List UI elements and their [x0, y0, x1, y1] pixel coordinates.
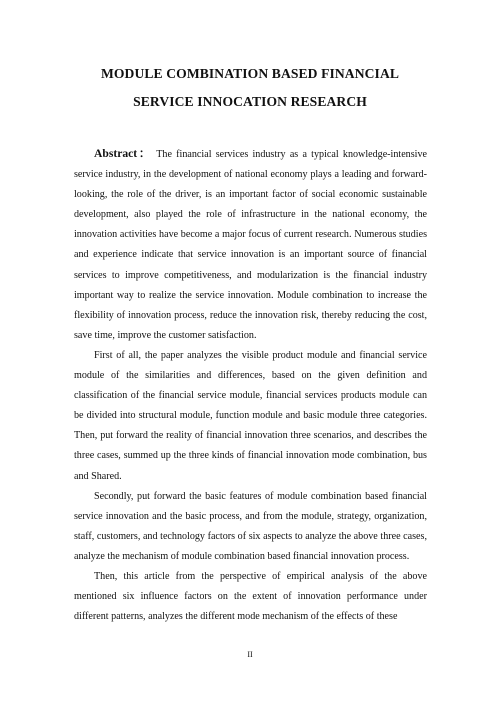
title-line-1: MODULE COMBINATION BASED FINANCIAL [100, 66, 400, 81]
abstract-label: Abstract： [94, 147, 153, 160]
paragraph-1-text: The financial services industry as a typical knowledge-intensive service industry, in the development of national economy plays a leading and forward-looking, the role of the driver, is an important factor of social economic sustainable development, also played the role of infrastructure in the national economy, the innovation activities have become a major focus of current research. Numerous studies and experience indicate that service innovation is an important source of financial services to improve competitiveness, and modularization is the financial industry important way to realize the service innovation. Module combination to increase the flexibility of innovation process, reduce the innovation risk, thereby reducing the cost, save time, improve the customer satisfaction. [74, 149, 427, 341]
paragraph-1 [74, 144, 427, 346]
paragraph-4: Then, this article from the perspective of empirical analysis of the above mentioned six influence factors on the extent of innovation performance under different patterns, analyzes the different mode mechanism of the effects of these [74, 570, 427, 623]
paragraph-3: Secondly, put forward the basic features of module combination based financial service innovation and the basic process, and from the module, strategy, organization, staff, customers, and technology factors of six aspects to analyze the above three cases, analyze the mechanism of module combination based financial innovation process. [74, 490, 427, 562]
page-number: II [247, 650, 253, 659]
paragraph-2: First of all, the paper analyzes the visible product module and financial service module of the similarities and differences, based on the given definition and classification of the financial service module, financial services products module can be divided into structural module, function module and basic module three categories. Then, put forward the reality of financial innovation three scenarios, and describes the three cases, summed up the three kinds of financial innovation mode combination, bus and Shared. [74, 349, 427, 482]
abstract-body [74, 144, 427, 627]
title-line-2: SERVICE INNOCATION RESEARCH [133, 94, 367, 109]
